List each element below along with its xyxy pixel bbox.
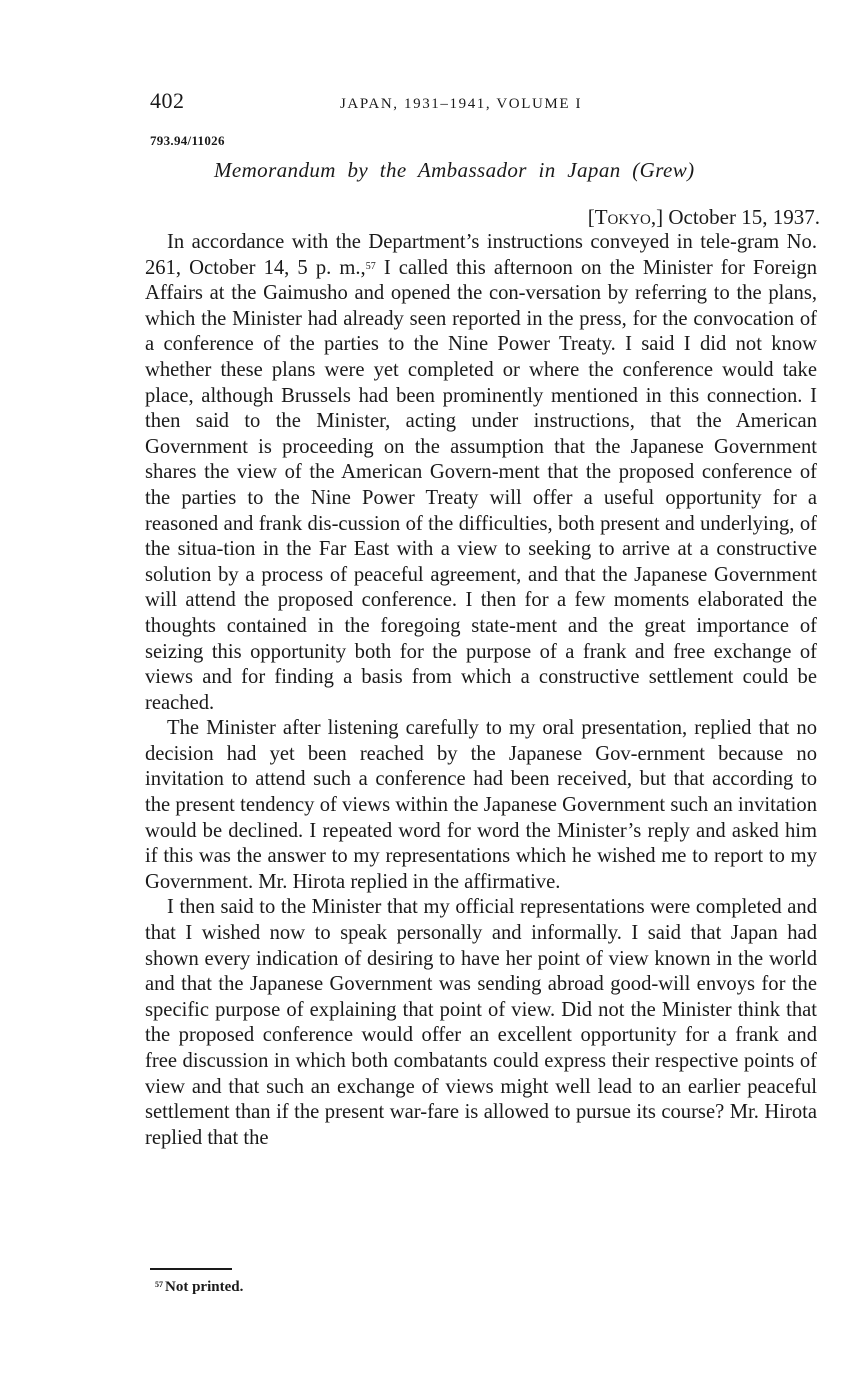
file-number: 793.94/11026: [150, 133, 225, 148]
memorandum-body: [145, 230, 817, 1151]
footnote-text: Not printed.: [165, 1279, 244, 1295]
page-number: 402: [150, 88, 185, 113]
dateline: [588, 205, 820, 230]
footnote: [155, 1279, 243, 1296]
paragraph-1-text-after-note: I called this afternoon on the Minister for Foreign Affairs at the Gaimusho and opened the con-versation by referring to the plans, which the Minister had already seen reported in the press, for the convocation of a conference of the parties to the Nine Power Treaty. I said I did not know whether these plans were yet completed or where the conference would take place, although Brussels had been prominently mentioned in this connection. I then said to the Minister, acting under instructions, that the American Government is proceeding on the assumption that the Japanese Government shares the view of the American Govern-ment that the proposed conference of the parties to the Nine Power Treaty will offer a useful opportunity for a reasoned and frank dis-cussion of the difficulties, both present and underlying, of the situa-tion in the Far East with a view to seeking to arrive at a constructive solution by a process of peaceful agreement, and that the Japanese Government will attend the proposed conference. I then for a few moments elaborated the thoughts contained in the foregoing state-ment and the great importance of seizing this opportunity both for the purpose of a frank and free exchange of views and for finding a basis from which a constructive settlement could be reached.: [145, 256, 817, 714]
dateline-place: [Tokyo,]: [587, 205, 664, 229]
document-title: Memorandum by the Ambassador in Japan (Grew): [214, 158, 695, 182]
paragraph-1-text-before-note: In accordance with the Department’s instructions conveyed in tele-gram No. 261, October 14, 5 p. m.,: [145, 231, 817, 279]
paragraph-1: [145, 230, 817, 716]
footnote-mark: 57: [155, 1280, 163, 1289]
running-head: JAPAN, 1931–1941, VOLUME I: [340, 96, 583, 112]
page-header: [150, 88, 820, 120]
dateline-date: October 15, 1937.: [668, 205, 820, 229]
paragraph-3: I then said to the Minister that my official representations were completed and that I wished now to speak personally and informally. I said that Japan had shown every indication of desiring to have her point of view known in the world and that the Japanese Government was sending abroad good-will envoys for the specific purpose of explaining that point of view. Did not the Minister think that the proposed conference would offer an excellent opportunity for a frank and free discussion in which both combatants could express their respective points of view and that such an exchange of views might well lead to an earlier peaceful settlement than if the present war-fare is allowed to pursue its course? Mr. Hirota replied that the: [145, 896, 817, 1149]
footnote-divider: [150, 1268, 232, 1270]
footnote-reference: 57: [365, 260, 376, 272]
paragraph-2: The Minister after listening carefully to my oral presentation, replied that no decision had yet been reached by the Japanese Gov-ernment because no invitation to attend such a conference had been received, but that according to the present tendency of views within the Japanese Government such an invitation would be declined. I repeated word for word the Minister’s reply and asked him if this was the answer to my representations which he wished me to report to my Government. Mr. Hirota replied in the affirmative.: [145, 717, 817, 893]
